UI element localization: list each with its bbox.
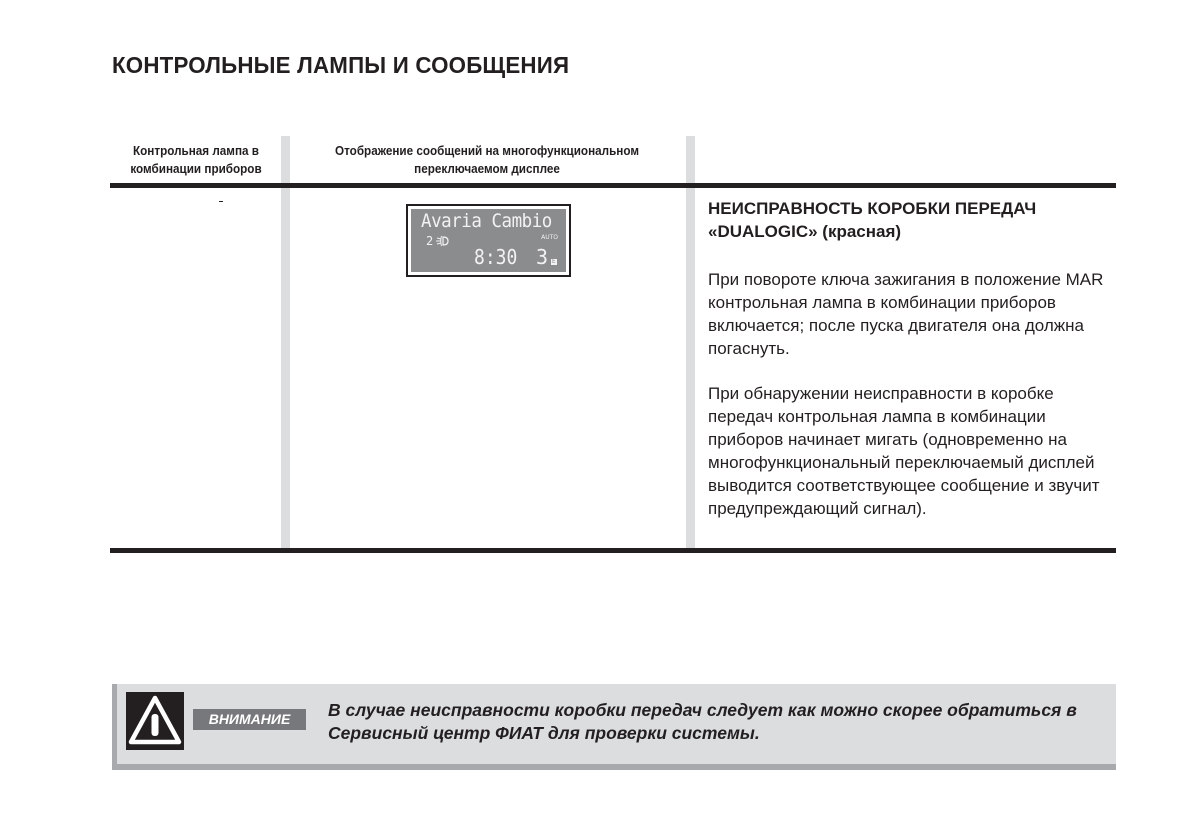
column-header-display: Отображение сообщений на многофункциональном переключаемом дисплее [334,143,640,176]
fog-light-icon [435,235,449,247]
warning-box-shadow [112,764,1116,770]
warning-box-shadow [112,684,117,770]
warning-text: В случае неисправности коробки передач следует как можно скорее обратиться в Сервисный центр ФИАТ для проверки системы. [328,700,1077,743]
table-top-rule [110,183,1116,188]
multifunction-display [406,204,571,277]
table-bottom-rule [110,548,1116,553]
display-mode: AUTO [541,234,558,241]
column-separator [281,136,290,549]
description-paragraph: При обнаружении неисправности в коробке передач контрольная лампа в комбинации приборов начинает мигать (одновременно на многофункциональный переключаемый дисплей выводится соответствующее сообщение и звучит предупреждающий сигнал). [708,384,1100,518]
description [708,197,1118,542]
display-left-digit: 2 [426,234,434,248]
lamp-placeholder-marker [219,201,223,202]
display-time: 8:30 [474,245,518,269]
column-header-lamp: Контрольная лампа в комбинации приборов [130,143,262,176]
display-gear-mode: E [552,258,556,265]
column-separator [686,136,695,549]
description-title: НЕИСПРАВНОСТЬ КОРОБКИ ПЕРЕДАЧ «DUALOGIC» (красная) [708,199,1037,241]
description-paragraph: При повороте ключа зажигания в положение MAR контрольная лампа в комбинации приборов включается; после пуска двигателя она должна погаснуть. [708,270,1104,358]
warning-triangle-icon [126,692,184,750]
display-message: Avaria Cambio [421,210,552,232]
page-title: КОНТРОЛЬНЫЕ ЛАМПЫ И СООБЩЕНИЯ [112,52,570,78]
display-gear: 3 [536,245,549,269]
warning-label: ВНИМАНИЕ [193,709,306,730]
